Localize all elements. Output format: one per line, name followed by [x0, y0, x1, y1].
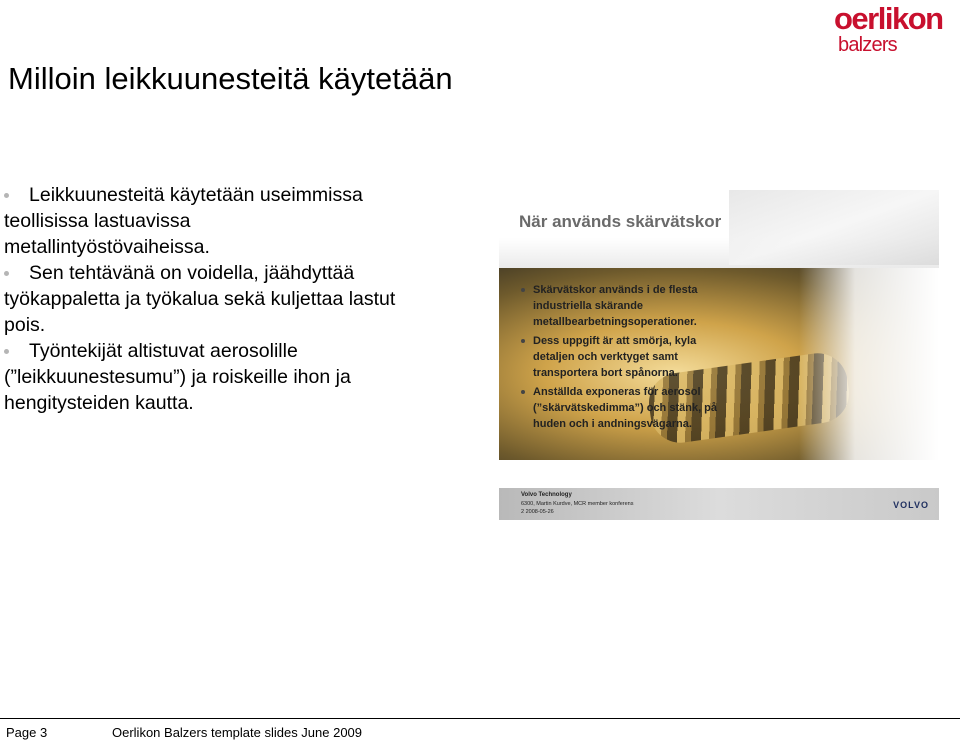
- slide-bullet-item: [519, 333, 749, 381]
- slide-bullet-line: transportera bort spånorna.: [533, 367, 678, 379]
- bullet-text-continuation: työkappaletta ja työkalua sekä kuljettaa lastut: [4, 288, 396, 310]
- logo-wordmark: oerlikon: [834, 1, 943, 36]
- bullet-item: [4, 260, 466, 338]
- footer-divider: [0, 718, 960, 719]
- slide-bullet-line: metallbearbetningsoperationer.: [533, 316, 697, 328]
- slide-bullet-dot-icon: [521, 339, 525, 343]
- slide-bullet-line: industriella skärande: [533, 300, 644, 312]
- slide-header-photo: [729, 190, 939, 265]
- slide-bullet-line: Dess uppgift är att smörja, kyla: [533, 335, 697, 347]
- slide-bullet-line: Skärvätskor används i de flesta: [533, 284, 698, 296]
- slide-footer-author: 6300, Martin Kurdve, MCR member konferens: [521, 501, 634, 507]
- slide-bullet-item: [519, 384, 749, 432]
- bullet-text-continuation: hengitysteiden kautta.: [4, 392, 194, 414]
- volvo-logo: VOLVO: [893, 500, 929, 510]
- slide-footer-date: 2 2008-05-26: [521, 509, 554, 515]
- bullet-item: [4, 182, 466, 260]
- coolant-spray-fade: [799, 268, 939, 460]
- slide-bullet-line: (”skärvätskedimma”) och stänk, på: [533, 402, 718, 414]
- bullet-text-continuation: metallintyöstövaiheissa.: [4, 236, 210, 258]
- bullet-dot-icon: [4, 349, 9, 354]
- oerlikon-balzers-logo: [834, 1, 958, 56]
- footer-caption: Oerlikon Balzers template slides June 2009: [112, 725, 363, 740]
- slide-bullet-line: huden och i andningsvägarna.: [533, 418, 692, 430]
- bullet-dot-icon: [4, 193, 9, 198]
- slide-bullet-dot-icon: [521, 390, 525, 394]
- bullet-text-continuation: (”leikkuunestesumu”) ja roiskeille ihon ja: [4, 366, 351, 388]
- bullet-text: Leikkuunesteitä käytetään useimmissa: [29, 184, 363, 206]
- page-title: Milloin leikkuunesteitä käytetään: [8, 61, 453, 96]
- bullet-text: Sen tehtävänä on voidella, jäähdyttää: [29, 262, 355, 284]
- logo-subbrand: balzers: [838, 34, 897, 56]
- slide-bullet-item: [519, 282, 749, 330]
- bullet-dot-icon: [4, 271, 9, 276]
- bullet-text-continuation: teollisissa lastuavissa: [4, 210, 191, 232]
- bullet-item: [4, 338, 466, 416]
- bullet-text-continuation: pois.: [4, 314, 46, 336]
- embedded-slide-image: [499, 190, 939, 520]
- bullet-text: Työntekijät altistuvat aerosolille: [29, 340, 298, 362]
- slide-bullet-line: detaljen och verktyget samt: [533, 351, 678, 363]
- slide-bullet-line: Anställda exponeras för aerosol: [533, 386, 701, 398]
- bullet-list: [4, 182, 466, 416]
- slide-footer-company: Volvo Technology: [521, 492, 572, 498]
- slide-title: När används skärvätskor: [519, 212, 722, 231]
- slide-bullet-dot-icon: [521, 288, 525, 292]
- slide-bullet-list: [519, 282, 749, 435]
- page-number: Page 3: [6, 725, 48, 740]
